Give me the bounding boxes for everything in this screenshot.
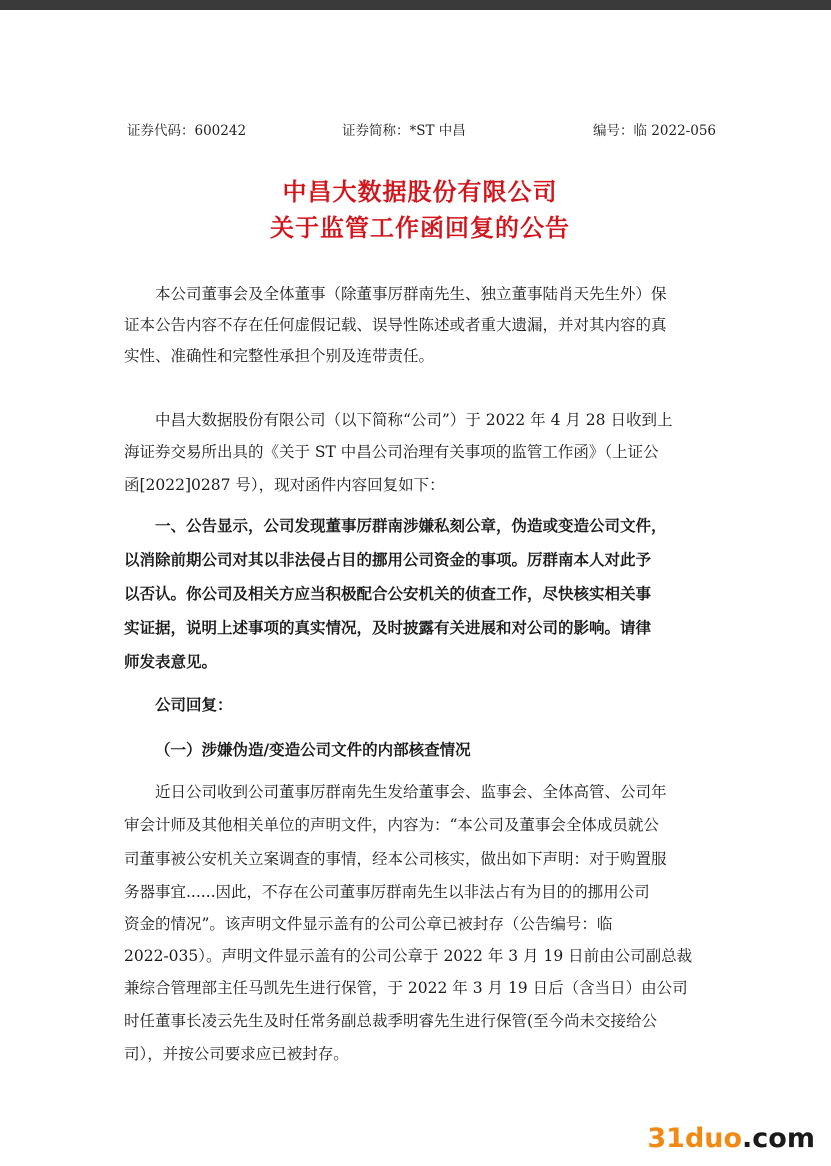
question-line: 一、公告显示，公司发现董事厉群南涉嫌私刻公章，伪造或变造公司文件， xyxy=(155,516,667,535)
stock-code: 证券代码：600242 xyxy=(127,123,247,139)
watermark-part2: .com xyxy=(742,1123,815,1154)
top-edge-bar xyxy=(0,0,831,10)
question-line: 以否认。你公司及相关方应当积极配合公安机关的侦查工作，尽快核实相关事 xyxy=(124,584,652,603)
body-line: 2022-035）。声明文件显示盖有的公司公章于 2022 年 3 月 19 日前由公司副总裁 xyxy=(124,947,693,965)
statement-line: 证本公告内容不存在任何虚假记载、误导性陈述或者重大遗漏，并对其内容的真 xyxy=(124,316,667,334)
body-line: 资金的情况”。该声明文件显示盖有的公司公章已被封存（公告编号：临 xyxy=(124,915,613,933)
body-line: 司），并按公司要求应已被封存。 xyxy=(124,1045,349,1063)
reply-heading: 公司回复： xyxy=(155,695,233,714)
announcement-title: 关于监管工作函回复的公告 xyxy=(270,214,570,242)
site-watermark xyxy=(647,1123,815,1154)
question-line: 师发表意见。 xyxy=(124,652,218,671)
stock-short-name: 证券简称：*ST 中昌 xyxy=(342,123,466,139)
statement-line: 实性、准确性和完整性承担个别及连带责任。 xyxy=(124,347,435,365)
header-line xyxy=(124,119,716,141)
intro-line: 中昌大数据股份有限公司（以下简称“公司”）于 2022 年 4 月 28 日收到上 xyxy=(155,411,673,429)
body-line: 时任董事长凌云先生及时任常务副总裁季明睿先生进行保管(至今尚未交接给公 xyxy=(124,1012,658,1030)
intro-line: 海证券交易所出具的《关于 ST 中昌公司治理有关事项的监管工作函》（上证公 xyxy=(124,443,659,461)
question-line: 以消除前期公司对其以非法侵占目的挪用公司资金的事项。厉群南本人对此予 xyxy=(124,550,652,569)
body-line: 近日公司收到公司董事厉群南先生发给董事会、监事会、全体高管、公司年 xyxy=(155,783,667,801)
announcement-number: 编号：临 2022-056 xyxy=(593,123,716,139)
body-line: 审会计师及其他相关单位的声明文件，内容为：“本公司及董事会全体成员就公 xyxy=(124,816,659,834)
body-line: 务器事宜......因此，不存在公司董事厉群南先生以非法占有为目的的挪用公司 xyxy=(124,883,650,901)
body-line: 兼综合管理部主任马凯先生进行保管，于 2022 年 3 月 19 日后（含当日）由公司 xyxy=(124,979,688,997)
company-title: 中昌大数据股份有限公司 xyxy=(282,178,558,206)
body-line: 司董事被公安机关立案调查的事情，经本公司核实，做出如下声明：对于购置服 xyxy=(124,850,667,868)
watermark-part1: 31duo xyxy=(647,1123,743,1154)
section-heading: （一）涉嫌伪造/变造公司文件的内部核查情况 xyxy=(155,740,471,759)
intro-line: 函[2022]0287 号），现对函件内容回复如下： xyxy=(124,476,445,494)
statement-line: 本公司董事会及全体董事（除董事厉群南先生、独立董事陆肖天先生外）保 xyxy=(155,285,667,303)
question-line: 实证据，说明上述事项的真实情况，及时披露有关进展和对公司的影响。请律 xyxy=(124,618,652,637)
